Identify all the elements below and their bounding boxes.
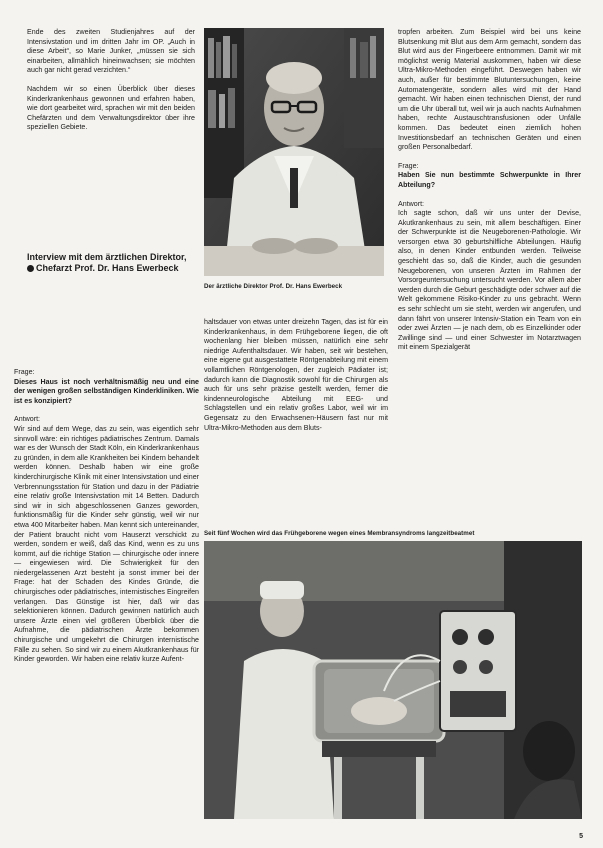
answer-label: Antwort:: [14, 415, 41, 424]
question-label: Frage:: [398, 161, 419, 170]
answer-text: tropfen arbeiten. Zum Beispiel wird bei uns keine Blutsenkung mit Blut aus dem Arm gemacht, sondern das Blut wird aus der Fingerbeere entnommen. Damit wir mit möglichst wenig Material auskommen, haben wir diese Ultra-Mikro-Methoden eingeführt. Deswegen haben wir auch, außer für bestimmte Blutuntersuchungen, keine Automatengeräte, sondern alles wird mit der Hand gemacht. Wir haben einen technischen Dienst, der rund um die Uhr überall tut, weil wir ja auch nachts Aufnahmen haben, rechte Austauschtransfusionen oder Unfälle kommen. Das bedeutet einen ziemlich hohen Investitionsbedarf an technischen Geräten und einen großen Personalbedarf.: [398, 28, 581, 152]
interview-heading-line2: [27, 263, 202, 274]
bullet-icon: [27, 265, 34, 272]
incubator-image: [204, 541, 582, 819]
intro-column: [27, 28, 195, 142]
portrait-caption: Der ärztliche Direktor Prof. Dr. Hans Ewerbeck: [204, 283, 343, 290]
intro-paragraph: Nachdem wir so einen Überblick über dieses Kinderkrankenhaus gewonnen und erfahren haben, wie dort gearbeitet wird, sprachen wir mit den beiden Chefärzten und dem Verwaltungsdirektor über ihre speziellen Gebiete.: [27, 84, 195, 132]
portrait-image: [204, 28, 384, 276]
question-text: Haben Sie nun bestimmte Schwerpunkte in Ihrer Abteilung?: [398, 171, 581, 189]
answer-text: haltsdauer von etwas unter dreizehn Tagen, das ist für ein Kinderkrankenhaus, in dem Frühgeborene liegen, die oft wochenlang hier bleiben müssen, natürlich eine sehr niedrige Aufenthaltsdauer. Wir haben, seit wir bestehen, eine eigene gut ausgestattete Röntgenabteilung mit einem vollamtlichen Röntgenologen, der zugleich Pädiater ist; dadurch kann die Diagnostik sowohl für die Chirurgen als auch für uns sehr präzise gestellt werden, ferner die kindenneurologische Abteilung mit EEG- und Schlagstellen und ein relativ großes Labor, weil wir im Gegensatz zu den Erwachsenen-Häusern fast nur mit Ultra-Mikro-Methoden aus dem Bluts-: [204, 318, 388, 432]
interview-heading-line1: Interview mit dem ärztlichen Direktor,: [27, 252, 187, 262]
question-text: Dieses Haus ist noch verhältnismäßig neu und eine der wenigen großen selbständigen Kinderkliniken. Wie ist es konzipiert?: [14, 377, 199, 405]
answer-text: Ich sagte schon, daß wir uns unter der Devise, Akutkrankenhaus zu sein, mit allem beschäftigen. Einer der Schwerpunkte ist die Neugeborenen-Pathologie. Wir versorgen etwa 30 geburtshilfliche Abteilungen. Häufig also, in denen Kinder entbunden werden. Teilweise geschieht das so, daß die Kinder, auch die gesunden Neugeborenen, von unseren Ärzten im Rahmen der Vorsorgeuntersuchung untersucht werden. Vor allem aber werden durch die Geburt geschädigte oder schwer auf die Welt gekommene Risiko-Kinder zu uns gebracht. Wenn es sehr schlecht um sie steht, werden wir angerufen, und dann fährt von unserer Intensiv-Station ein Team von ein oder zwei Ärzten — je nach dem, ob es Einzelkinder oder Zwillinge sind — und einer Schwester im Notarztwagen mit einem Spezialgerät: [398, 209, 581, 352]
interview-column-middle: [204, 318, 388, 442]
interview-heading-name: Chefarzt Prof. Dr. Hans Ewerbeck: [36, 263, 179, 273]
portrait-photo: [204, 28, 384, 276]
interview-column-right: [398, 28, 581, 362]
incubator-photo: [204, 541, 582, 819]
answer-text: Wir sind auf dem Wege, das zu sein, was eigentlich sehr sinnvoll wäre: ein richtiges pädiatrisches Zentrum. Damals war es der Wunsch der Stadt Köln, ein Kinderkrankenhaus zu gründen, in dem alle Krankheiten bei Kindern behandelt werden können. Deshalb haben wir eine große kinderchirurgische Klinik mit einer Intensivstation und einer Verbrennungsstation für Station und dazu in der Pädiatrie eine relativ große Intensivstation mit 14 Betten. Dadurch sind wir in sich abgeschlossenen Ganzes geworden, funktionsmäßig für die Kinder sehr günstig, weil wir nur etwa 400 Mitarbeiter haben. Man kennt sich untereinander, der Patient braucht nicht vom Hauserzt verschickt zu werden, sondern er weiß, daß das Kind, wenn es zu uns kommt, auf die richtige Station — chirurgische oder innere — eingewiesen wird. Die Schwierigkeit für den niedergelassenen Arzt besteht ja sonst immer bei der Frage: hat der Schaden des Kindes Gründe, die chirurgisches oder pädiatrisches, internistisches Eingreifen verlangen. Das Günstige ist hier, daß wir das selektionieren können. Dadurch gewinnen natürlich auch unsere Ärzte einen viel größeren Überblick über die Aufnahme, die pädiatrischen Ärzte bekommen chirurgische und umgekehrt die Chirurgen internistische Fälle zu sehen. So sind wir zu einem Akutkrankenhaus für Kinder geworden. Wir haben eine relativ kurze Aufent-: [14, 424, 199, 664]
question-label: Frage:: [14, 368, 35, 376]
page-number: 5: [579, 833, 583, 840]
intro-paragraph: Ende des zweiten Studienjahres auf der Intensivstation und im dritten Jahr im OP. „Auch in diese Arbeit“, so Marie Junker, „müssen sie sich einarbeiten, allmählich hineinwachsen; sie möchten auch gar nicht gerad verzichten.“: [27, 28, 195, 75]
interview-column-left: [14, 368, 199, 674]
answer-label: Antwort:: [398, 199, 425, 208]
interview-heading: [27, 252, 202, 274]
incubator-caption: Seit fünf Wochen wird das Frühgeborene wegen eines Membransyndroms langzeitbeatmet: [204, 530, 475, 537]
